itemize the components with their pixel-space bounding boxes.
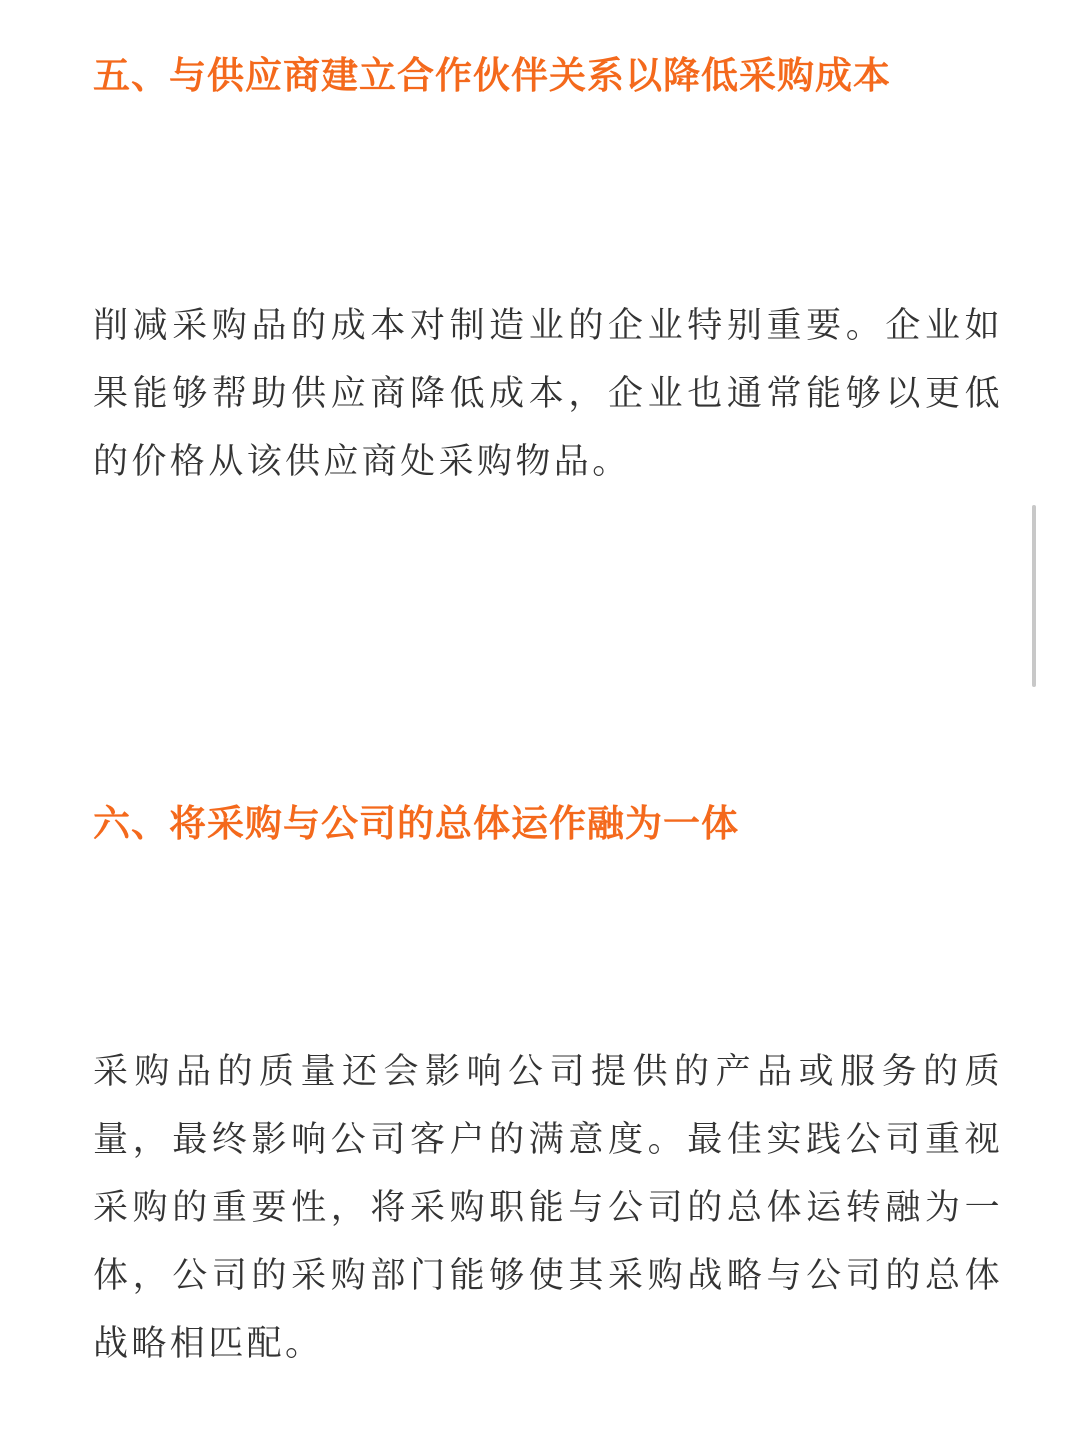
- scrollbar-thumb[interactable]: [1032, 505, 1036, 687]
- section-5-heading: 五、与供应商建立合作伙伴关系以降低采购成本: [93, 54, 891, 97]
- section-6-heading: 六、将采购与公司的总体运作融为一体: [93, 802, 739, 845]
- section-5-paragraph: 削减采购品的成本对制造业的企业特别重要。企业如果能够帮助供应商降低成本，企业也通常能够以更低的价格从该供应商处采购物品。: [93, 306, 1003, 482]
- section-6-paragraph: 采购品的质量还会影响公司提供的产品或服务的质量，最终影响公司客户的满意度。最佳实践公司重视采购的重要性，将采购职能与公司的总体运转融为一体，公司的采购部门能够使其采购战略与公司的总体战略相匹配。: [93, 1052, 1003, 1364]
